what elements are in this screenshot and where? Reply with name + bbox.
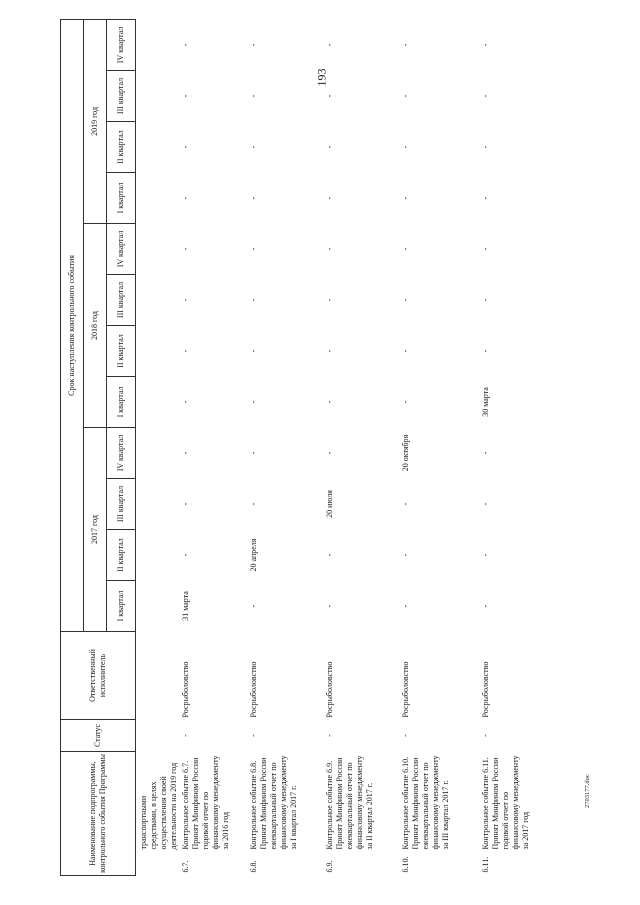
event-date: 30 марта [481,387,490,417]
quarter-cell: - [401,604,410,608]
header-status: Статус [61,719,136,751]
header-quarter: III квартал [107,274,136,325]
header-name: Наименование подпрограммы, контрольного события Программы [61,751,136,875]
quarter-cell: - [249,502,258,506]
event-status: - [249,734,258,737]
quarter-cell: - [249,604,258,608]
table-row [180,19,248,875]
event-status: - [481,734,490,737]
row-number: 6.7. [181,860,190,873]
quarter-cell: - [249,43,258,47]
quarter-cell: - [401,94,410,98]
continuation-row [136,19,181,875]
header-quarter: IV квартал [107,19,136,70]
quarter-cell: - [481,145,490,149]
quarter-cell: - [481,43,490,47]
quarter-cell: - [181,451,190,455]
header-quarter: II квартал [107,529,136,580]
quarter-cell: - [325,145,334,149]
event-date: 31 марта [181,591,190,621]
quarter-cell: - [481,247,490,251]
header-year-2019: 2019 год [84,19,107,223]
quarter-cell: - [481,451,490,455]
quarter-cell: - [481,349,490,353]
quarter-cell: - [249,196,258,200]
page-number: 193 [314,68,329,87]
continuation-text: транспортными средствами, в целях осуществления своей деятельности на 2019 год [139,762,178,850]
row-number: 6.10. [401,856,410,873]
quarter-cell: - [481,94,490,98]
quarter-cell: - [181,43,190,47]
quarter-cell: - [181,298,190,302]
event-executor: Росрыболовство [481,661,490,718]
quarter-cell: - [401,247,410,251]
header-quarter: II квартал [107,121,136,172]
quarter-cell: - [325,400,334,404]
table-row [248,19,324,875]
event-date: 20 апреля [249,538,258,572]
quarter-cell: - [249,298,258,302]
quarter-cell: - [325,94,334,98]
event-executor: Росрыболовство [181,661,190,718]
quarter-cell: - [181,94,190,98]
event-name: Контрольное событие 6.9. Принят Минфином России ежеквартальный отчет по финансовому менеджменту за II квартал 2017 г. [325,755,374,850]
header-year-2018: 2018 год [84,223,107,427]
header-year-2017: 2017 год [84,427,107,631]
quarter-cell: - [481,502,490,506]
quarter-cell: - [481,604,490,608]
quarter-cell: - [481,298,490,302]
event-name: Контрольное событие 6.11. Принят Минфином России годовой отчет по финансовому менеджменту за 2017 год [481,755,530,850]
quarter-cell: - [181,247,190,251]
quarter-cell: - [181,349,190,353]
quarter-cell: - [249,451,258,455]
quarter-cell: - [325,298,334,302]
quarter-cell: - [325,349,334,353]
quarter-cell: - [249,247,258,251]
quarter-cell: - [249,400,258,404]
control-events-table [60,19,548,876]
quarter-cell: - [401,349,410,353]
quarter-cell: - [325,604,334,608]
quarter-cell: - [401,502,410,506]
header-quarter: II квартал [107,325,136,376]
quarter-cell: - [181,502,190,506]
header-quarter: III квартал [107,478,136,529]
header-quarter: IV квартал [107,427,136,478]
quarter-cell: - [401,196,410,200]
quarter-cell: - [325,247,334,251]
quarter-cell: - [401,298,410,302]
quarter-cell: - [401,145,410,149]
quarter-cell: - [325,553,334,557]
quarter-cell: - [481,196,490,200]
quarter-cell: - [181,196,190,200]
event-date: 20 июля [325,490,334,518]
quarter-cell: - [325,196,334,200]
event-status: - [401,734,410,737]
table-row [400,19,480,875]
quarter-cell: - [249,94,258,98]
event-status: - [181,734,190,737]
quarter-cell: - [181,400,190,404]
quarter-cell: - [249,349,258,353]
event-executor: Росрыболовство [249,661,258,718]
event-name: Контрольное событие 6.7. Принят Минфином России годовой отчет по финансовому менеджменту за 2016 год [181,755,230,850]
quarter-cell: - [481,553,490,557]
quarter-cell: - [401,43,410,47]
header-quarter: III квартал [107,70,136,121]
header-executor: Ответственный исполнитель [61,631,136,719]
header-period: Срок наступления контрольного события [61,19,84,631]
header-quarter: I квартал [107,376,136,427]
quarter-cell: - [401,400,410,404]
quarter-cell: - [401,553,410,557]
table-row [480,19,548,875]
rotated-table-page [60,20,590,876]
header-quarter: I квартал [107,172,136,223]
quarter-cell: - [249,145,258,149]
header-quarter: IV квартал [107,223,136,274]
table-body [136,19,549,875]
event-date: 20 октября [401,434,410,472]
quarter-cell: - [181,145,190,149]
event-name: Контрольное событие 6.10. Принят Минфином России ежеквартальный отчет по финансовому менеджменту за III квартал 2017 г. [401,755,450,850]
row-number: 6.8. [249,860,258,873]
row-number: 6.11. [481,856,490,873]
quarter-cell: - [325,43,334,47]
quarter-cell: - [325,451,334,455]
table-header [61,19,136,875]
row-number: 6.9. [325,860,334,873]
document-id: 2703177.doc [584,774,591,808]
quarter-cell: - [181,553,190,557]
table-row [324,19,400,875]
event-status: - [325,734,334,737]
event-executor: Росрыболовство [325,661,334,718]
header-quarter: I квартал [107,580,136,631]
event-name: Контрольное событие 6.8. Принят Минфином России ежеквартальный отчет по финансовому менеджменту за I квартал 2017 г. [249,755,298,850]
event-executor: Росрыболовство [401,661,410,718]
